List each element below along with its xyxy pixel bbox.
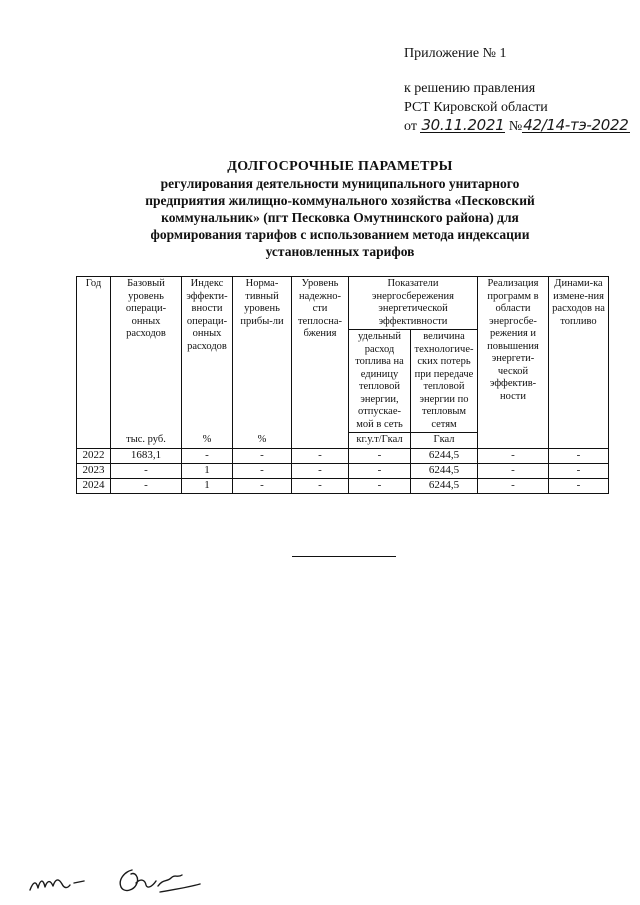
cell-reliability: - [292,448,349,463]
document-title: ДОЛГОСРОЧНЫЕ ПАРАМЕТРЫ [227,159,453,174]
number-label: № [508,119,523,134]
decision-number: 42/14-тэ-2022 [523,116,629,134]
cell-year: 2023 [77,463,111,478]
cell-losses: 6244,5 [411,478,478,493]
cell-dynamics: - [549,463,609,478]
cell-losses: 6244,5 [411,463,478,478]
header-row-1 [77,277,609,330]
cell-index: 1 [182,463,233,478]
cell-specific-fuel: - [349,448,411,463]
header-base-level: Базовый уровень операци-онных расходов [111,277,182,433]
appendix-authority-line: РСТ Кировской области [404,100,548,115]
header-heat-losses: величина технологиче-ских потерь при передаче тепловой энергии по тепловым сетям [411,330,478,433]
cell-programs: - [478,478,549,493]
appendix-decision-line: к решению правления [404,81,536,96]
heading-line-4: формирования тарифов с использованием метода индексации [150,227,530,242]
header-specific-fuel: удельный расход топлива на единицу тепловой энергии, отпускае-мой в сеть [349,330,411,433]
table-row [77,448,609,463]
cell-specific-fuel: - [349,478,411,493]
cell-losses: 6244,5 [411,448,478,463]
handwritten-signatures [0,850,640,900]
from-label: от [404,119,417,134]
document-heading [80,158,600,260]
cell-programs: - [478,448,549,463]
cell-reliability: - [292,463,349,478]
cell-dynamics: - [549,478,609,493]
cell-base: - [111,463,182,478]
cell-dynamics: - [549,448,609,463]
header-reliability: Уровень надежно-сти теплосна-бжения [292,277,349,449]
cell-profit: - [233,478,292,493]
table-row [77,463,609,478]
unit-base: тыс. руб. [111,433,182,449]
cell-base: 1683,1 [111,448,182,463]
header-efficiency-index: Индекс эффекти-вности операци-онных расходов [182,277,233,433]
heading-line-3: коммунальник» (пгт Песковка Омутнинского района) для [161,210,519,225]
heading-line-2: предприятия жилищно-коммунального хозяйства «Песковский [145,193,535,208]
unit-profit: % [233,433,292,449]
unit-index: % [182,433,233,449]
parameters-table [76,276,609,494]
unit-specific-fuel: кг.у.т/Гкал [349,433,411,449]
header-energy-group: Показатели энергосбережения энергетической эффективности [349,277,478,330]
heading-line-1: регулирования деятельности муниципального унитарного [160,176,520,191]
header-profit-level: Норма-тивный уровень прибы-ли [233,277,292,433]
cell-profit: - [233,463,292,478]
header-programs: Реализация программ в области энергосбе-режения и повышения энергети-ческой эффектив-ности [478,277,549,449]
header-fuel-dynamics: Динами-ка измене-ния расходов на топливо [549,277,609,449]
cell-index: 1 [182,478,233,493]
cell-profit: - [233,448,292,463]
table-row [77,478,609,493]
appendix-block [404,44,630,136]
cell-year: 2024 [77,478,111,493]
cell-reliability: - [292,478,349,493]
cell-index: - [182,448,233,463]
cell-year: 2022 [77,448,111,463]
heading-line-5: установленных тарифов [265,244,415,259]
unit-losses: Гкал [411,433,478,449]
cell-programs: - [478,463,549,478]
appendix-title: Приложение № 1 [404,46,507,61]
decision-date: 30.11.2021 [421,116,505,134]
header-year: Год [77,277,111,449]
appendix-date-line [404,117,630,136]
initials-signature [30,880,84,890]
personal-signature [120,870,200,892]
cell-base: - [111,478,182,493]
end-separator-line [292,556,396,557]
cell-specific-fuel: - [349,463,411,478]
